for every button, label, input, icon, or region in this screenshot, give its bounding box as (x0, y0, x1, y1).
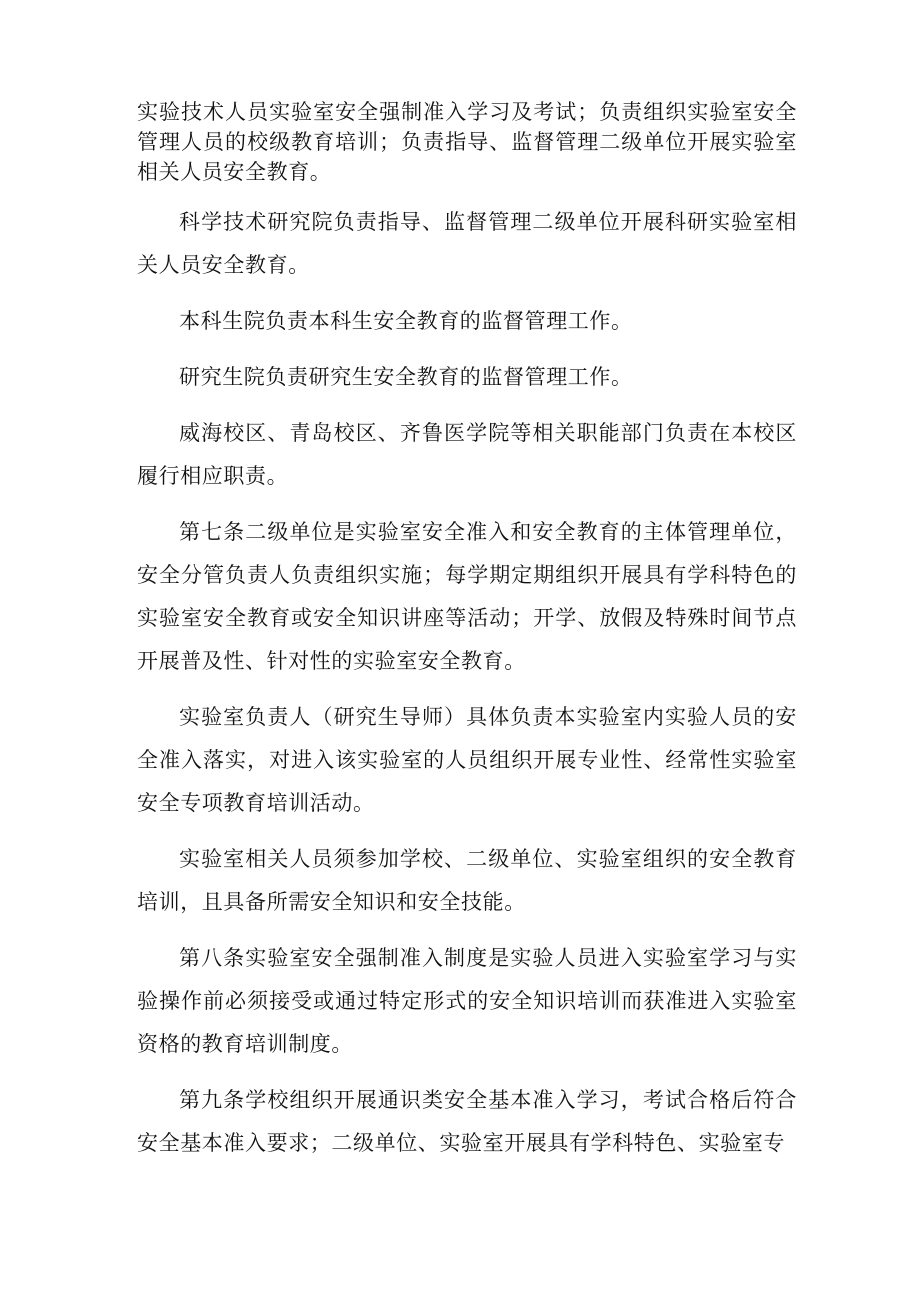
paragraph-continuation: 实验技术人员实验室安全强制准入学习及考试；负责组织实验室安全管理人员的校级教育培训；负责指导、监督管理二级单位开展实验室相关人员安全教育。 (137, 100, 797, 184)
paragraph-lab-director: 实验室负责人（研究生导师）具体负责本实验室内实验人员的安全准入落实，对进入该实验室的人员组织开展专业性、经常性实验室安全专项教育培训活动。 (137, 705, 797, 815)
paragraph-article-8: 第八条实验室安全强制准入制度是实验人员进入实验室学习与实验操作前必须接受或通过特定形式的安全知识培训而获准进入实验室资格的教育培训制度。 (137, 946, 797, 1056)
paragraph-article-7: 第七条二级单位是实验室安全准入和安全教育的主体管理单位，安全分管负责人负责组织实施；每学期定期组织开展具有学科特色的实验室安全教育或安全知识讲座等活动；开学、放假及特殊时间节点开展普及性、针对性的实验室安全教育。 (137, 520, 797, 673)
document-body (137, 97, 797, 1178)
paragraph-article-9: 第九条学校组织开展通识类安全基本准入学习，考试合格后符合安全基本准入要求；二级单位、实验室开展具有学科特色、实验室专 (137, 1088, 797, 1155)
paragraph-lab-personnel: 实验室相关人员须参加学校、二级单位、实验室组织的安全教育培训，且具备所需安全知识和安全技能。 (137, 847, 797, 914)
paragraph-research-institute: 科学技术研究院负责指导、监督管理二级单位开展科研实验室相关人员安全教育。 (137, 210, 797, 277)
paragraph-campuses: 威海校区、青岛校区、齐鲁医学院等相关职能部门负责在本校区履行相应职责。 (137, 421, 797, 488)
paragraph-graduate-school: 研究生院负责研究生安全教育的监督管理工作。 (179, 365, 633, 389)
paragraph-undergraduate-school: 本科生院负责本科生安全教育的监督管理工作。 (179, 309, 633, 333)
